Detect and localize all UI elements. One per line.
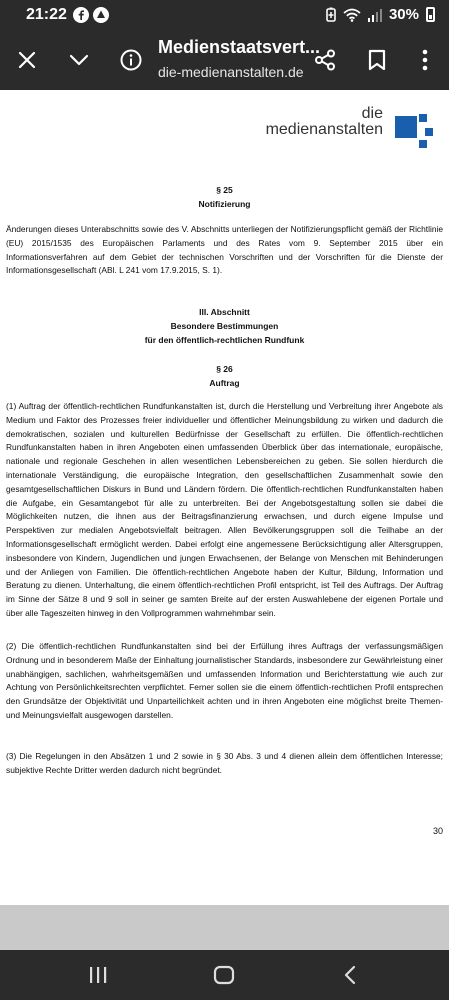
- part-3-subheading-2: für den öffentlich-rechtlichen Rundfunk: [144, 335, 305, 345]
- recent-apps-button[interactable]: [78, 960, 118, 990]
- back-button[interactable]: [330, 960, 370, 990]
- logo-text-line1: die: [361, 105, 383, 122]
- arrow-up-icon: [93, 7, 109, 23]
- collapse-button[interactable]: [64, 45, 94, 75]
- page-gap: [0, 905, 449, 950]
- section-26-title: Auftrag: [209, 378, 240, 388]
- system-navigation-bar: [0, 950, 449, 1000]
- more-vertical-icon: [422, 49, 428, 71]
- section-25-number: § 25: [216, 185, 233, 195]
- share-icon: [314, 49, 336, 71]
- chevron-down-icon: [69, 53, 89, 67]
- part-3-subheading: Besondere Bestimmungen: [170, 321, 279, 331]
- notification-icons: [73, 7, 109, 23]
- recent-apps-icon: [88, 966, 108, 984]
- section-25-title: Notifizierung: [198, 199, 251, 209]
- section-26-paragraph-3: (3) Die Regelungen in den Absätzen 1 und 2 sowie in § 30 Abs. 3 und 4 dienen allein dem öffentlichen Interesse; subjektive Rechte Dritter werden dadurch nicht begründet.: [6, 751, 443, 775]
- signal-icon: [368, 8, 382, 22]
- page-title[interactable]: Medienstaatsvert...: [158, 37, 321, 57]
- battery-icon: [426, 7, 435, 22]
- browser-toolbar: [0, 32, 449, 90]
- status-bar: [0, 0, 449, 32]
- battery-percent: 30%: [388, 6, 419, 23]
- more-options-button[interactable]: [410, 45, 440, 75]
- status-right: [326, 6, 435, 23]
- wifi-icon: [343, 8, 361, 22]
- section-26-paragraph-2: (2) Die öffentlich-rechtlichen Rundfunkanstalten sind bei der Erfüllung ihres Auftrags der verfassungsmäßigen Ordnung und in besonderem Maße der Einhaltung journalistischer Standards, insbesondere zur Gewährleistung einer unabhängigen, sachlichen, wahrheitsgemäßen und umfassenden Information und Berichterstattung wie auch zur Achtung von Persönlichkeitsrechten verpflichtet. Ferner sollen sie die einem öffentlich-rechtlichen Profil entsprechen den Grundsätze der Objektivität und Unparteilichkeit achten und in ihren Angeboten eine möglichst breite Themen- und Meinungsvielfalt ausgewogen darstellen.: [6, 641, 443, 720]
- logo-text-line2: medienanstalten: [265, 121, 383, 138]
- home-icon: [213, 965, 235, 985]
- close-button[interactable]: [12, 45, 42, 75]
- medienanstalten-logo: [261, 106, 441, 156]
- close-icon: [18, 51, 36, 69]
- facebook-icon: [73, 7, 89, 23]
- page-info-button[interactable]: [116, 45, 146, 75]
- page-url[interactable]: die-medienanstalten.de: [158, 64, 304, 80]
- section-25-text: Änderungen dieses Unterabschnitts sowie des V. Abschnitts unterliegen der Notifizierungspflicht gemäß der Richtlinie (EU) 2015/1535 des Europäischen Parlaments und des Rates vom 9. September 2015 über ein Informationsverfahren auf dem Gebiet der technischen Vorschriften und der Vorschriften für die Dienste der Informationsgesellschaft (ABl. L 241 vom 17.9.2015, S. 1).: [6, 224, 443, 276]
- page-number: 30: [432, 826, 443, 836]
- part-3-heading: III. Abschnitt: [199, 307, 250, 317]
- bookmark-icon: [368, 49, 386, 71]
- back-icon: [343, 965, 357, 985]
- section-26-paragraph-1: (1) Auftrag der öffentlich-rechtlichen Rundfunkanstalten ist, durch die Herstellung und Verbreitung ihrer Angebote als Medium und Faktor des Prozesses freier individueller und öffentlicher Meinungsbildung zu wirken und dadurch die demokratischen, sozialen und kulturellen Bedürfnisse der Gesellschaft zu erfüllen. Die öffentlich-rechtlichen Rundfunkanstalten haben in ihren Angeboten einen umfassenden Überblick über das internationale, europäische, nationale und regionale Geschehen in allen wesentlichen Lebensbereichen zu geben. Sie sollen hierdurch die internationale Verständigung, die europäische Integration, den gesellschaftlichen Zusammenhalt sowie den gesamtgesellschaftlichen Diskurs in Bund und Ländern fördern. Die öffentlich-rechtlichen Rundfunkanstalten haben die Aufgabe, ein Gesamtangebot für alle zu unterbreiten. Bei der Angebotsgestaltung sollen sie dabei die Möglichkeiten nutzen, die ihnen aus der Beitragsfinanzierung erwachsen, und durch eigene Impulse und Perspektiven zur medialen Angebotsvielfalt beitragen. Allen Bevölkerungsgruppen soll die Teilhabe an der Informationsgesellschaft ermöglicht werden. Dabei erfolgt eine angemessene Berücksichtigung aller Altersgruppen, insbesondere von Kindern, Jugendlichen und jungen Erwachsenen, der Belange von Menschen mit Behinderungen und der Anliegen von Familien. Die öffentlich-rechtlichen Angebote haben der Kultur, Bildung, Information und Beratung zu dienen. Unterhaltung, die einem öffentlich-rechtlichen Profil entspricht, ist Teil des Auftrags. Der Auftrag im Sinne der Sätze 8 und 9 soll in seiner ge samten Breite auf der ersten Auswahlebene der eigenen Portale und über alle Tageszeiten hinweg in den Vollprogrammen wahrnehmbar sein.: [6, 401, 443, 618]
- bookmark-button[interactable]: [362, 45, 392, 75]
- pdf-page[interactable]: [0, 90, 449, 905]
- section-26-number: § 26: [216, 364, 233, 374]
- info-icon: [120, 49, 142, 71]
- home-button[interactable]: [204, 960, 244, 990]
- share-button[interactable]: [310, 45, 340, 75]
- battery-saver-icon: [326, 7, 336, 22]
- logo-mark: [395, 114, 441, 154]
- status-time: 21:22: [26, 6, 67, 23]
